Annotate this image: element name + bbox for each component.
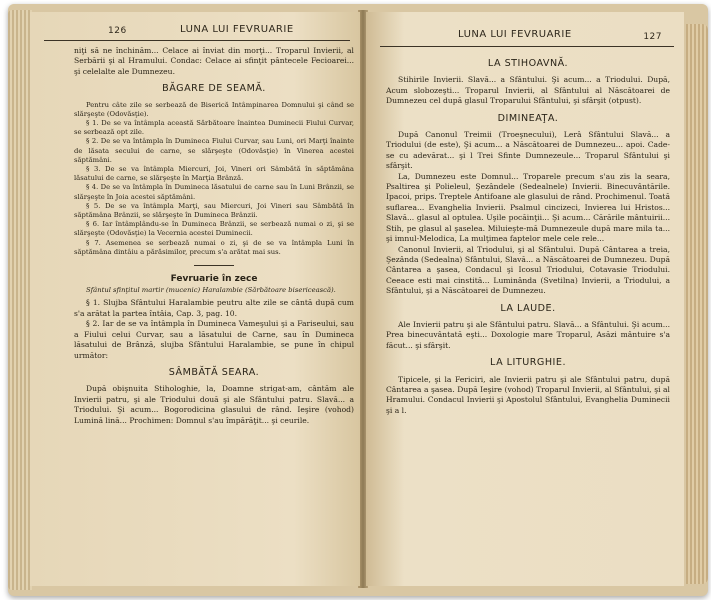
right-page bbox=[366, 12, 684, 586]
left-page bbox=[30, 12, 360, 586]
page-edges-right bbox=[686, 24, 708, 584]
right-page-body bbox=[386, 52, 670, 416]
saint-subtitle: Sfântul sfinţitul martir (mucenic) Haralambie (Sărbătoare bisericească). bbox=[86, 286, 336, 295]
service-paragraph: Stihirile Invierii. Slavă... a Sfântului. Şi acum... a Triodului. După, Acum slobozeşti... Troparul Invierii, al Sfântului al Născătoarei de Dumnezeu cel după glasul Troparului Sfântului, şi sfârşit (otpust). bbox=[386, 75, 670, 106]
page-number: 127 bbox=[643, 32, 662, 42]
rule-paragraph: § 6. Iar întâmplându-se în Duminecа Brânzii, se serbează numai o zi, şi se slărşeşte (Odovăsţie) la Vecernia acestei Duminecii. bbox=[74, 220, 354, 238]
rule-paragraph: § 5. De se va întâmpla Marţi, sau Miercuri, Joi Vineri sau Sâmbătă în săptămâna Brânzii, se slărşeşte în Duminecа Brânzii. bbox=[74, 201, 354, 220]
rule-paragraph: § 1. Slujba Sfântului Haralambie peutru alte zile se cântă după cum s'a arătat la partea întâia, Cap. 3, pag. 10. bbox=[74, 298, 354, 318]
rule-paragraph: § 2. De se va întâmpla în Duminecа Fiului Curvar, sau Luni, ori Marţi înainte de lăsata secului de carne, se slărşeşte (Odovăsţie) în Vinerea acestei săptămâni. bbox=[74, 137, 354, 164]
service-paragraph: La, Dumnezeu este Domnul... Troparele precum s'au zis la seara, Psaltirea şi Polieleul, Şezândele (Sedealnele) Invierii. Binecuvântările. Ipacoi, prips. Treptele Antifoane ale glasului de rând. Prochimenul. Toată suflarea... Evanghelia Invierii. Psalmul cincizeci, Invierea lui Hristos... Slavă... glasul al optulea. Uşile pocăinţii... Şi acum... Cărările mântuirii... Stih, pe glasul al şaselea. Miluieşte-mă Dumnezeule după mare mila ta... şi imnul-Melodica, La mulţimea faptelor mele cele rele... bbox=[386, 171, 670, 244]
service-paragraph: După obişnuita Stihologhie, la, Doamne strigat-am, cântăm ale Invierii patru, şi ale Triodului două şi ale Sfântului patru. Slavă... a Triodului. Şi acum... Bogorodicina glasului de rând. Ieşire (vohod) Lumină lină... Prochimen: Domnul s'au împărăţit... şi ceurile. bbox=[74, 384, 354, 425]
running-head: LUNA LUI FEVRUARIE bbox=[458, 29, 572, 40]
service-paragraph: Ale Invierii patru şi ale Sfântului patru. Slavă... a Sfântului. Şi acum... Prea binecuvântată eşti... Doxologie mare Troparul, Asăzi mântuire s'a făcut... şi sfârşit. bbox=[386, 319, 670, 350]
rule-paragraph: § 4. De se va întâmpla în Duminecа lăsatului de carne sau în Luni Brânzii, se slărşeşte în Joia acestei săptămâni. bbox=[74, 183, 354, 201]
header-rule bbox=[380, 46, 674, 47]
rule-paragraph: § 1. De se va întâmpla această Sărbătoare înaintea Duminecii Fiului Curvar, se serbează opt zile. bbox=[74, 119, 354, 137]
page-edges-left bbox=[8, 10, 32, 590]
service-paragraph: Canonul Invierii, al Triodului, şi al Sfântului. După Cântarea a treia, Şezânda (Sedealna) Sfântului, Slavă... a Născătoarei de Dumnezeu. După Cântarea a şasea, Condacul şi Icosul Triodului, Cotavasie Triodului. Ceeace esti mai cinstită... Luminânda (Svetilna) Invierii, a Triodului, a Sfântului, şi a Născătoarei de Dumnezeu. bbox=[386, 244, 670, 296]
section-intro: Pentru câte zile se serbează de Biserică Intâmpinarea Domnului şi când se slărşeşte (Odovăsţie). bbox=[74, 100, 354, 118]
service-paragraph: După Canonul Treimii (Troeşnecului), Lerâ Sfântului Slavă... a Triodului (de este), Şi acum... a Născătoarei de Dumnezeu... apoi. Cade-se cu adevărat... şi l Trei Sfinte Dumnezeule... Troparul Sfântului şi sfârşit. bbox=[386, 130, 670, 171]
right-page-header bbox=[366, 12, 684, 42]
section-title-stihoavna: LA STIHOAVNĂ. bbox=[487, 58, 569, 69]
section-title-liturghie: LA LITURGHIE. bbox=[490, 357, 566, 369]
rule-paragraph: § 7. Asemenea se serbează numai o zi, şi de se va întâmpla Luni în săptămâna dintâiu a părăsimilor, precum s'a arătat mai sus. bbox=[74, 238, 354, 256]
service-paragraph: Tipicele, şi la Fericiri, ale Invierii patru şi ale Sfântului patru, după Cântarea a şasea. După Ieşire (vohod) Troparul Invierii, al Sfântului, şi al Hramului. Condacul Invierii şi Apostolul Sfântului, Evanghelia Duminecii şi a l. bbox=[386, 374, 670, 415]
section-title-laude: LA LAUDE. bbox=[500, 302, 556, 314]
rule-paragraph: § 2. Iar de se va întâmpla în Duminecа Vameşului şi a Fariseului, sau a Fiului celui Curvar, sau a lăsatului de Carne, sau în Duminecа lăsatului de Brânză, slujba Sfântului Haralambie, se pune în chipul următor: bbox=[74, 319, 354, 360]
header-rule bbox=[44, 40, 350, 41]
left-page-header bbox=[30, 12, 360, 38]
section-title-fevruarie: Fevruarie în zece bbox=[170, 274, 258, 285]
open-book bbox=[8, 4, 708, 596]
running-head: LUNA LUI FEVRUARIE bbox=[180, 24, 294, 35]
section-title-dimineata: DIMINEAŢA. bbox=[497, 112, 559, 124]
page-number: 126 bbox=[108, 26, 127, 36]
section-title-sambata: SÂMBĂTĂ SEARA. bbox=[168, 366, 260, 378]
left-page-body bbox=[74, 46, 354, 426]
section-divider bbox=[194, 265, 234, 266]
section-title-bagare: BĂGARE DE SEAMĂ. bbox=[162, 83, 266, 95]
intro-paragraph: niţi să ne închinăm... Celace ai înviat din morţi... Troparul Invierii, al Serbării şi al Hramului. Condac: Celace ai sfinţit pântecele Fecioarei... şi celelalte ale Dumnezeu. bbox=[74, 46, 354, 76]
rule-paragraph: § 3. De se va întâmpla Miercuri, Joi, Vineri ori Sâmbătă în săptămâna lăsatului de carne, se slărşeşte în Marţia Brânză. bbox=[74, 165, 354, 183]
